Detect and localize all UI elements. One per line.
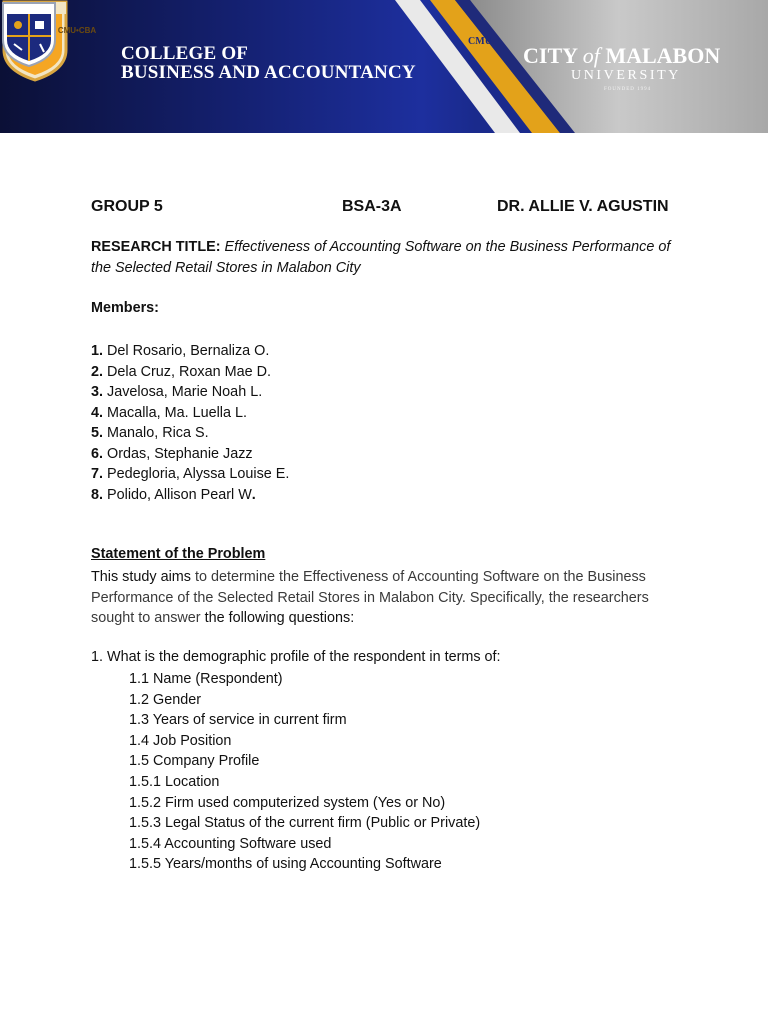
member-number: 3. bbox=[91, 384, 104, 400]
research-title-block bbox=[91, 237, 691, 278]
university-founded: FOUNDED 1994 bbox=[604, 87, 652, 92]
member-item bbox=[91, 423, 289, 444]
question-1-subitems bbox=[129, 669, 480, 875]
member-name: Manalo, Rica S. bbox=[107, 425, 209, 441]
member-item bbox=[91, 382, 289, 403]
member-name: Polido, Allison Pearl W bbox=[107, 486, 252, 503]
adviser-label: DR. ALLIE V. AGUSTIN bbox=[497, 198, 669, 215]
member-number: 5. bbox=[91, 425, 104, 441]
university-name bbox=[523, 44, 720, 68]
subitem: 1.5.4 Accounting Software used bbox=[129, 835, 332, 852]
university-of: of bbox=[582, 43, 600, 68]
member-name: Javelosa, Marie Noah L. bbox=[107, 384, 263, 400]
subitem: 1.5.3 Legal Status of the current firm (Public or Private) bbox=[129, 815, 481, 832]
crest-right-label: CMU bbox=[468, 36, 492, 47]
subitem: 1.5.5 Years/months of using Accounting Software bbox=[129, 856, 442, 873]
member-item bbox=[91, 362, 289, 383]
subitem: 1.5 Company Profile bbox=[129, 753, 260, 770]
member-item bbox=[91, 485, 289, 506]
crest-left-label: CMU•CBA bbox=[57, 26, 97, 35]
member-number: 7. bbox=[91, 466, 104, 482]
statement-part1: This study aims bbox=[91, 569, 191, 585]
statement-paragraph bbox=[91, 567, 691, 629]
subitem: 1.3 Years of service in current firm bbox=[129, 712, 347, 729]
members-label: Members: bbox=[91, 300, 159, 316]
subitem: 1.5.2 Firm used computerized system (Yes or No) bbox=[129, 794, 446, 811]
subitem: 1.5.1 Location bbox=[129, 773, 220, 790]
section-label: BSA-3A bbox=[342, 198, 402, 215]
member-item bbox=[91, 341, 289, 362]
member-number: 1. bbox=[91, 343, 104, 359]
subitem: 1.1 Name (Respondent) bbox=[129, 671, 283, 687]
member-name: Macalla, Ma. Luella L. bbox=[107, 404, 247, 421]
member-name: Ordas, Stephanie Jazz bbox=[107, 445, 253, 462]
member-name: Pedegloria, Alyssa Louise E. bbox=[107, 466, 290, 482]
member-suffix: . bbox=[251, 486, 256, 503]
member-name: Dela Cruz, Roxan Mae D. bbox=[107, 363, 271, 380]
college-name-line2: BUSINESS AND ACCOUNTANCY bbox=[121, 62, 416, 83]
member-item bbox=[91, 403, 289, 424]
member-number: 6. bbox=[91, 445, 104, 462]
member-item bbox=[91, 444, 289, 465]
subitem: 1.4 Job Position bbox=[129, 732, 232, 749]
research-title-text: Effectiveness of Accounting Software on the Business Performance of the Selected Retail Stores in Malabon City bbox=[91, 239, 671, 276]
university-city: CITY bbox=[523, 43, 578, 68]
university-malabon: MALABON bbox=[605, 43, 721, 68]
question-1: 1. What is the demographic profile of the respondent in terms of: bbox=[91, 649, 501, 665]
members-list bbox=[91, 341, 289, 505]
statement-title: Statement of the Problem bbox=[91, 546, 266, 562]
statement-part2: to determine the Effectiveness of Accounting Software on the Business Performance of the Selected Retail Stores in Malabon City. Specifically, the researchers sought to answer bbox=[91, 569, 649, 626]
member-item bbox=[91, 464, 289, 485]
university-crest-icon bbox=[0, 0, 58, 68]
member-name: Del Rosario, Bernaliza O. bbox=[107, 343, 270, 359]
college-name bbox=[121, 44, 416, 82]
group-label: GROUP 5 bbox=[91, 198, 163, 215]
header-banner bbox=[0, 0, 768, 133]
college-name-line1: COLLEGE OF bbox=[121, 43, 249, 64]
member-number: 8. bbox=[91, 486, 104, 503]
university-word: UNIVERSITY bbox=[571, 68, 681, 83]
statement-part3: the following questions: bbox=[200, 610, 355, 626]
member-number: 4. bbox=[91, 404, 104, 421]
member-number: 2. bbox=[91, 363, 104, 380]
research-title-label: RESEARCH TITLE: bbox=[91, 239, 221, 255]
subitem: 1.2 Gender bbox=[129, 691, 202, 708]
